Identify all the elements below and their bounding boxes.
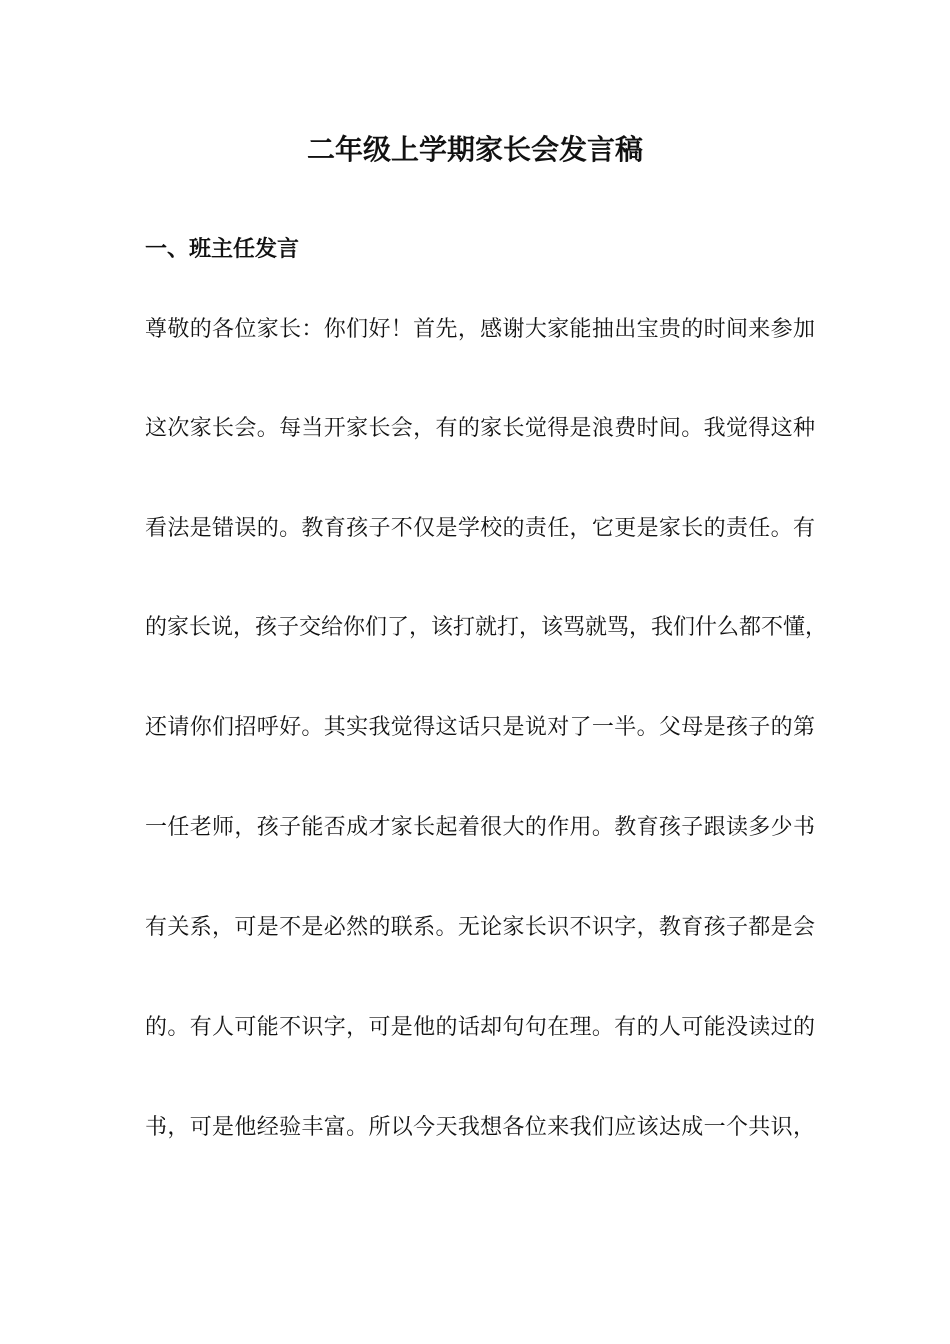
body-text-line: 的家长说，孩子交给你们了，该打就打，该骂就骂，我们什么都不懂， xyxy=(145,615,828,640)
body-text-line: 一任老师，孩子能否成才家长起着很大的作用。教育孩子跟读多少书 xyxy=(145,815,815,840)
body-text-line: 尊敬的各位家长：你们好！首先，感谢大家能抽出宝贵的时间来参加 xyxy=(145,317,815,342)
body-text-line: 还请你们招呼好。其实我觉得这话只是说对了一半。父母是孩子的第 xyxy=(145,715,815,740)
document-title: 二年级上学期家长会发言稿 xyxy=(306,133,643,166)
body-text-line: 这次家长会。每当开家长会，有的家长觉得是浪费时间。我觉得这种 xyxy=(145,416,815,441)
body-text-line: 的。有人可能不识字，可是他的话却句句在理。有的人可能没读过的 xyxy=(145,1015,815,1040)
body-text-line: 看法是错误的。教育孩子不仅是学校的责任，它更是家长的责任。有 xyxy=(145,516,815,541)
section-heading: 一、班主任发言 xyxy=(145,237,300,262)
body-text-line: 有关系，可是不是必然的联系。无论家长识不识字，教育孩子都是会 xyxy=(145,915,815,940)
body-text-line: 书，可是他经验丰富。所以今天我想各位来我们应该达成一个共识， xyxy=(145,1115,815,1140)
